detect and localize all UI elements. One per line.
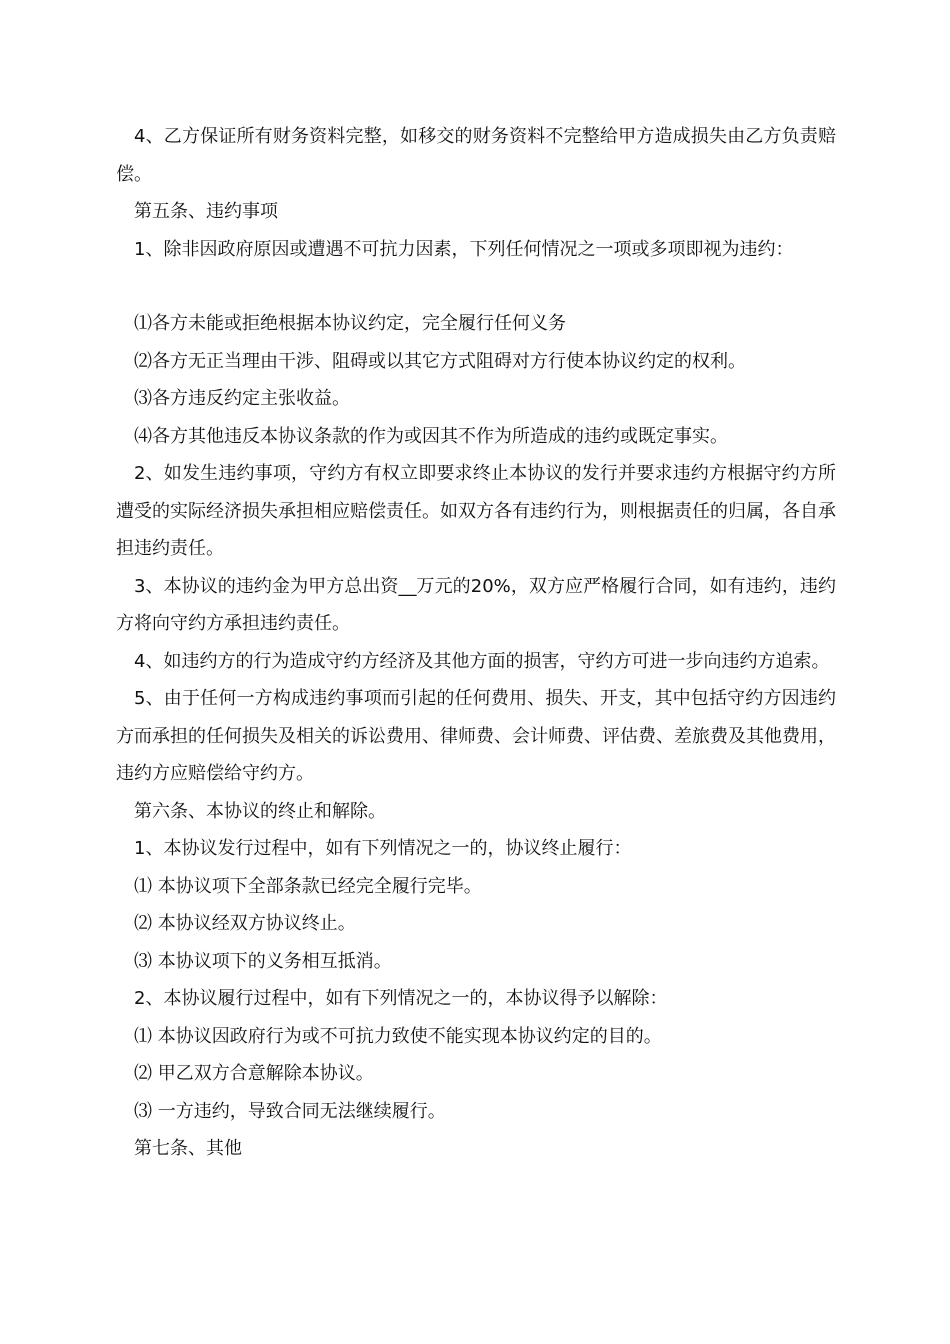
heading-article-6: 第六条、本协议的终止和解除。 (134, 800, 386, 822)
list-item-breach-1: ⑴各方未能或拒绝根据本协议约定，完全履行任何义务 (134, 313, 566, 334)
paragraph-breach-remedy: 2、如发生违约事项，守约方有权立即要求终止本协议的发行并要求违约方根据守约方所遭受的实际经济损失承担相应赔偿责任。如双方各有违约行为，则根据责任的归属，各自承担违约责任。 (116, 463, 836, 559)
list-item-termination-2: ⑵ 本协议经双方协议终止。 (134, 913, 356, 934)
paragraph-penalty: 3、本协议的违约金为甲方总出资__万元的20%，双方应严格履行合同，如有违约，违约方将向守约方承担违约责任。 (116, 575, 836, 634)
list-item-breach-4: ⑷各方其他违反本协议条款的作为或因其不作为所造成的违约或既定事实。 (134, 425, 728, 447)
paragraph-expenses: 5、由于任何一方构成违约事项而引起的任何费用、损失、开支，其中包括守约方因违约方而承担的任何损失及相关的诉讼费用、律师费、会计师费、评估费、差旅费及其他费用，违约方应赔偿给守约方。 (116, 688, 836, 784)
paragraph-financial-guarantee: 4、乙方保证所有财务资料完整，如移交的财务资料不完整给甲方造成损失由乙方负责赔偿。 (116, 126, 836, 185)
blank-line (116, 268, 836, 305)
list-item-breach-3: ⑶各方违反约定主张收益。 (134, 388, 350, 409)
list-item-rescission-2: ⑵ 甲乙双方合意解除本协议。 (134, 1063, 374, 1084)
paragraph-damages-claim: 4、如违约方的行为造成守约方经济及其他方面的损害，守约方可进一步向违约方追索。 (134, 650, 830, 672)
list-item-rescission-1: ⑴ 本协议因政府行为或不可抗力致使不能实现本协议约定的目的。 (134, 1025, 662, 1047)
paragraph-termination-conditions: 1、本协议发行过程中，如有下列情况之一的，协议终止履行： (134, 838, 632, 859)
paragraph-rescission-conditions: 2、本协议履行过程中，如有下列情况之一的，本协议得予以解除： (134, 988, 668, 1009)
heading-article-7: 第七条、其他 (134, 1138, 242, 1159)
list-item-breach-2: ⑵各方无正当理由干涉、阻碍或以其它方式阻碍对方行使本协议约定的权利。 (134, 350, 746, 372)
document-body (116, 118, 836, 1168)
paragraph-breach-definition: 1、除非因政府原因或遭遇不可抗力因素，下列任何情况之一项或多项即视为违约： (134, 238, 794, 260)
heading-article-5: 第五条、违约事项 (134, 201, 278, 222)
list-item-rescission-3: ⑶ 一方违约，导致合同无法继续履行。 (134, 1100, 446, 1122)
list-item-termination-3: ⑶ 本协议项下的义务相互抵消。 (134, 950, 392, 972)
list-item-termination-1: ⑴ 本协议项下全部条款已经完全履行完毕。 (134, 875, 482, 897)
